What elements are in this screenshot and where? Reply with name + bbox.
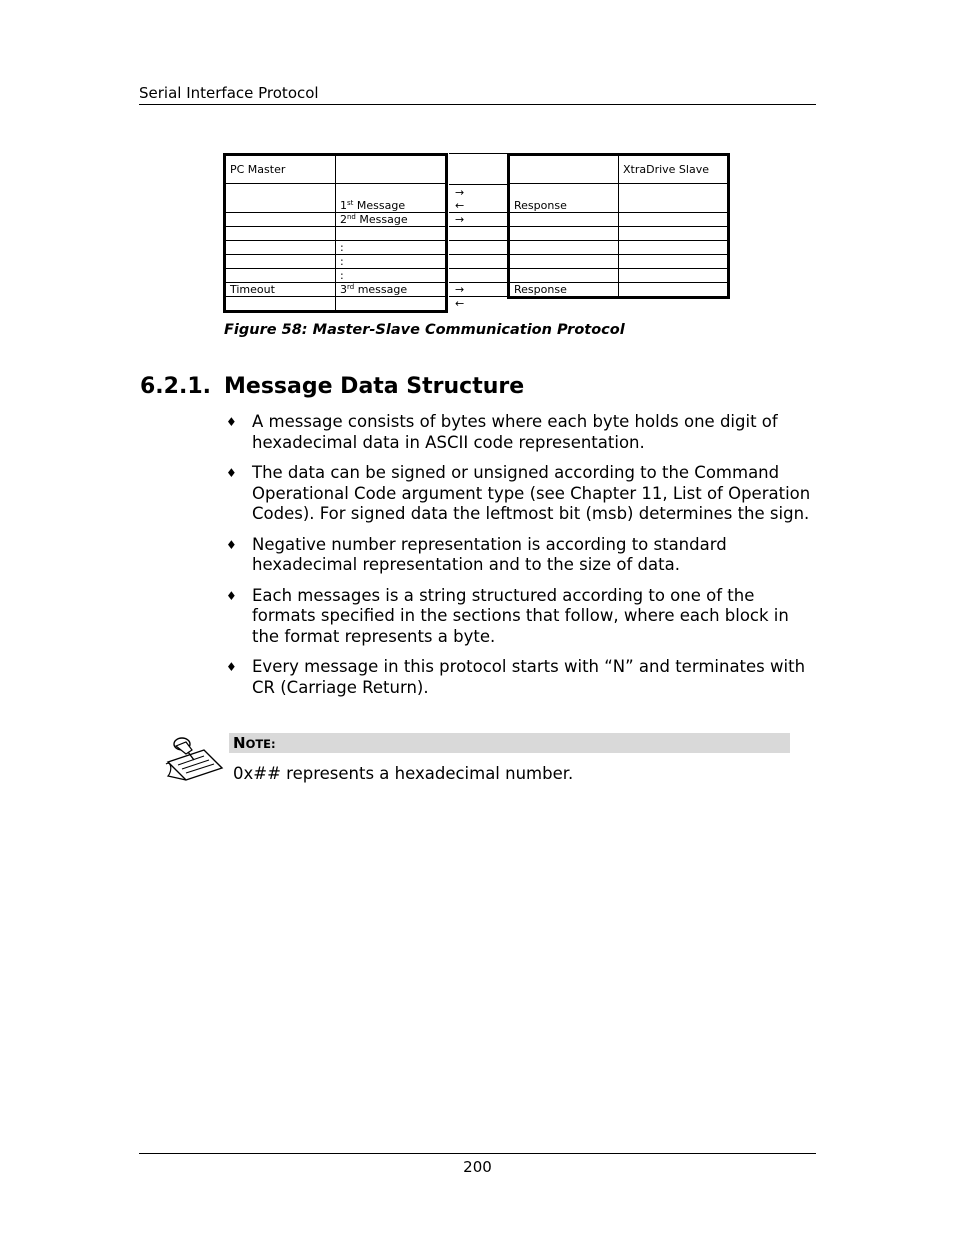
list-item: ♦ Every message in this protocol starts with “N” and terminates with CR (Carriage Return).: [226, 657, 806, 697]
slave-header-cell-blank: [509, 155, 619, 184]
master-message-cell: 2nd Message: [336, 213, 447, 227]
arrow-cell: ←: [449, 199, 507, 213]
master-cell: [225, 184, 336, 213]
page-number: 200: [139, 1153, 816, 1176]
master-message-cell: [336, 297, 447, 312]
note-text: 0x## represents a hexadecimal number.: [233, 764, 574, 783]
diamond-bullet-icon: ♦: [226, 537, 237, 552]
master-header-cell-blank: [336, 155, 447, 184]
slave-cell: [509, 213, 619, 227]
list-item: ♦ A message consists of bytes where each byte holds one digit of hexadecimal data in ASCII code representation.: [226, 412, 778, 452]
master-cell: [225, 241, 336, 255]
slave-cell: Response: [509, 184, 619, 213]
diamond-bullet-icon: ♦: [226, 415, 237, 429]
slave-cell: [619, 269, 729, 283]
slave-cell: [619, 241, 729, 255]
slave-cell: [509, 241, 619, 255]
arrow-column: [449, 153, 507, 314]
running-header: Serial Interface Protocol: [139, 84, 816, 105]
protocol-figure: [223, 153, 730, 313]
arrow-cell: →: [455, 186, 465, 199]
master-header-cell: PC Master: [225, 155, 336, 184]
arrow-cell: ←: [455, 297, 465, 310]
arrow-cell: [449, 269, 507, 283]
figure-caption: Figure 58: Master-Slave Communication Protocol: [224, 322, 625, 338]
list-item: ♦ Each messages is a string structured according to one of the formats specified in the sections that follow, where each block in the format represents a byte.: [226, 585, 789, 646]
slave-cell: Response: [509, 283, 619, 298]
master-message-cell: :: [336, 255, 447, 269]
slave-cell: [619, 184, 729, 213]
arrow-cell: [449, 241, 507, 255]
slave-cell: [619, 227, 729, 241]
arrow-cell: [449, 255, 507, 269]
diamond-bullet-icon: ♦: [226, 588, 237, 603]
note-label: NOTE:: [229, 733, 790, 753]
master-cell: [225, 213, 336, 227]
master-message-cell: 1st Message: [336, 184, 447, 213]
master-cell: [225, 255, 336, 269]
list-item: ♦ Negative number representation is according to standard hexadecimal representation and to the size of data.: [226, 534, 727, 574]
master-message-cell: :: [336, 269, 447, 283]
notepad-pushpin-icon: [164, 732, 226, 782]
diamond-bullet-icon: ♦: [226, 466, 237, 480]
slave-table: [507, 153, 730, 299]
master-cell: Timeout: [225, 283, 336, 297]
master-message-cell: 3rd message: [336, 283, 447, 297]
slave-cell: [619, 283, 729, 298]
list-item: ♦ The data can be signed or unsigned according to the Command Operational Code argument type (see Chapter 11, List of Operation Codes). For signed data the leftmost bit (msb) determines the sign.: [226, 463, 811, 523]
diamond-bullet-icon: ♦: [226, 660, 237, 674]
section-title: Message Data Structure: [224, 374, 525, 399]
master-table: [223, 153, 448, 313]
slave-header-cell: XtraDrive Slave: [619, 155, 729, 184]
master-cell: [225, 297, 336, 312]
arrow-cell: →: [449, 213, 507, 227]
section-heading: [140, 374, 524, 399]
slave-cell: [509, 269, 619, 283]
slave-cell: [619, 213, 729, 227]
slave-cell: [619, 255, 729, 269]
section-number: 6.2.1.: [140, 374, 211, 399]
slave-cell: [509, 227, 619, 241]
master-cell: [225, 269, 336, 283]
master-message-cell: :: [336, 241, 447, 255]
master-cell: [225, 227, 336, 241]
slave-cell: [509, 255, 619, 269]
arrow-cell: →: [449, 283, 507, 297]
bullet-list: [226, 412, 816, 708]
master-message-cell: [336, 227, 447, 241]
arrow-cell: [449, 227, 507, 241]
